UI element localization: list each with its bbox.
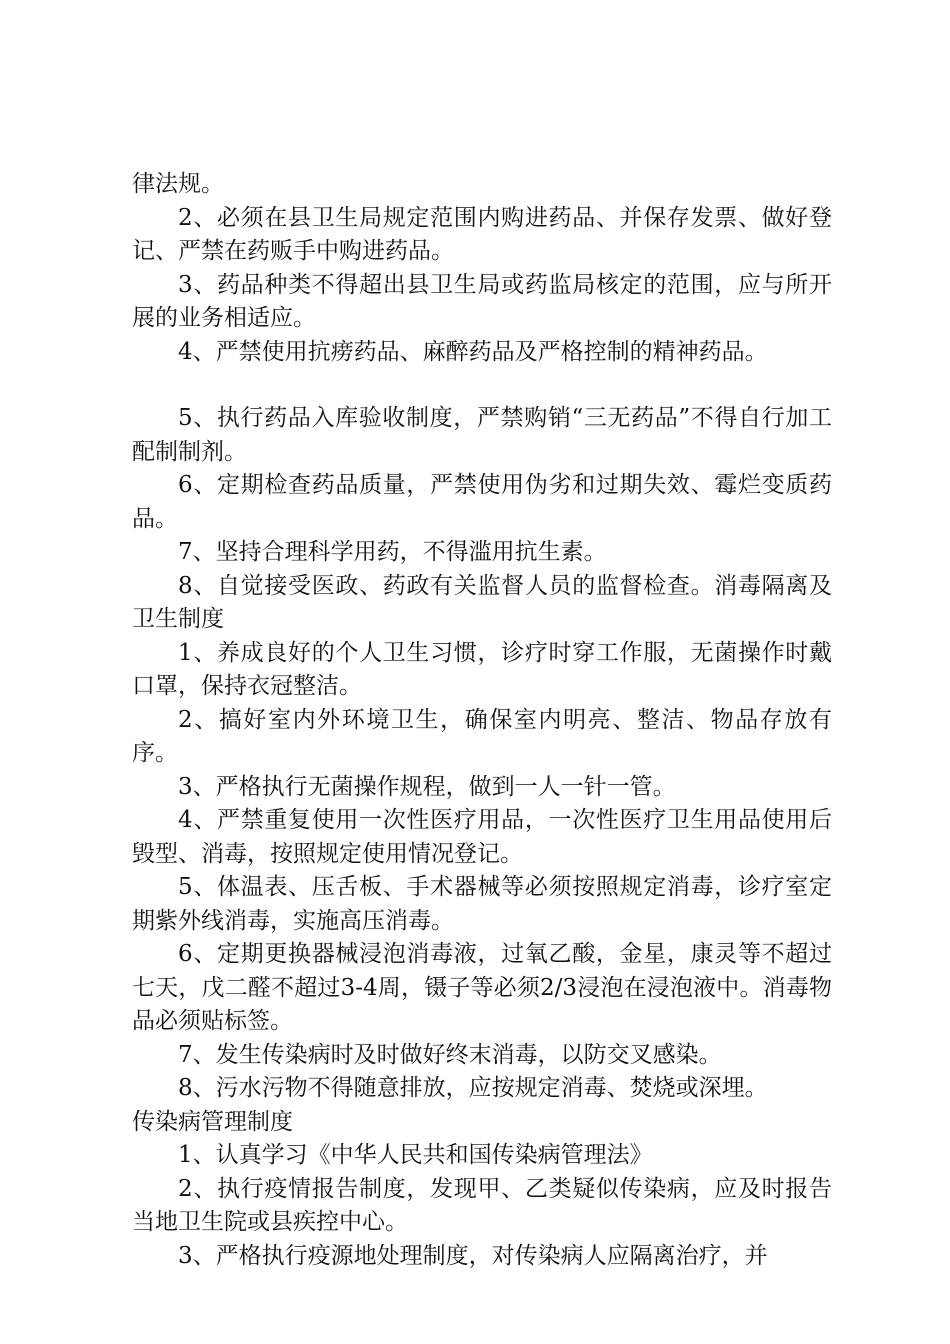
paragraph-drug-item-6: 6、定期检查药品质量，严禁使用伪劣和过期失效、霉烂变质药品。	[132, 472, 832, 532]
paragraph-drug-item-3: 3、药品种类不得超出县卫生局或药监局核定的范围，应与所开展的业务相适应。	[132, 271, 832, 331]
paragraph-drug-item-8: 8、自觉接受医政、药政有关监督人员的监督检查。消毒隔离及卫生制度	[132, 572, 832, 632]
paragraph-disinfection-item-1: 1、养成良好的个人卫生习惯，诊疗时穿工作服，无菌操作时戴口罩，保持衣冠整洁。	[132, 639, 832, 699]
paragraph-continuation: 律法规。	[132, 171, 224, 197]
blank-line	[132, 369, 832, 402]
paragraph-disinfection-item-3: 3、严格执行无菌操作规程，做到一人一针一管。	[178, 773, 676, 800]
document-page	[132, 168, 832, 1273]
paragraph-disinfection-item-5: 5、体温表、压舌板、手术器械等必须按照规定消毒，诊疗室定期紫外线消毒，实施高压消毒。	[132, 874, 832, 934]
paragraph-disinfection-item-2: 2、搞好室内外环境卫生，确保室内明亮、整洁、物品存放有序。	[132, 706, 832, 766]
paragraph-drug-item-4: 4、严禁使用抗痨药品、麻醉药品及严格控制的精神药品。	[178, 338, 768, 365]
paragraph-infectious-item-2: 2、执行疫情报告制度，发现甲、乙类疑似传染病，应及时报告当地卫生院或县疾控中心。	[132, 1175, 832, 1235]
paragraph-drug-item-2: 2、必须在县卫生局规定范围内购进药品、并保存发票、做好登记、严禁在药贩手中购进药品。	[132, 204, 832, 264]
paragraph-disinfection-item-8: 8、污水污物不得随意排放，应按规定消毒、焚烧或深埋。	[178, 1075, 768, 1101]
paragraph-drug-item-5: 5、执行药品入库验收制度，严禁购销“三无药品”不得自行加工配制制剂。	[132, 405, 832, 465]
paragraph-disinfection-item-6: 6、定期更换器械浸泡消毒液，过氧乙酸，金星，康灵等不超过七天，戊二醛不超过3-4周，镊子等必须2/3浸泡在浸泡液中。消毒物品必须贴标签。	[132, 941, 832, 1034]
paragraph-disinfection-item-7: 7、发生传染病时及时做好终末消毒，以防交叉感染。	[178, 1041, 722, 1068]
paragraph-infectious-item-3: 3、严格执行疫源地处理制度，对传染病人应隔离治疗，并	[178, 1242, 768, 1269]
paragraph-drug-item-7: 7、坚持合理科学用药，不得滥用抗生素。	[178, 539, 607, 565]
paragraph-infectious-item-1: 1、认真学习《中华人民共和国传染病管理法》	[178, 1142, 653, 1168]
paragraph-disinfection-item-4: 4、严禁重复使用一次性医疗用品，一次性医疗卫生用品使用后毁型、消毒，按照规定使用情况登记。	[132, 807, 832, 867]
section-heading-infectious-disease: 传染病管理制度	[132, 1108, 293, 1135]
